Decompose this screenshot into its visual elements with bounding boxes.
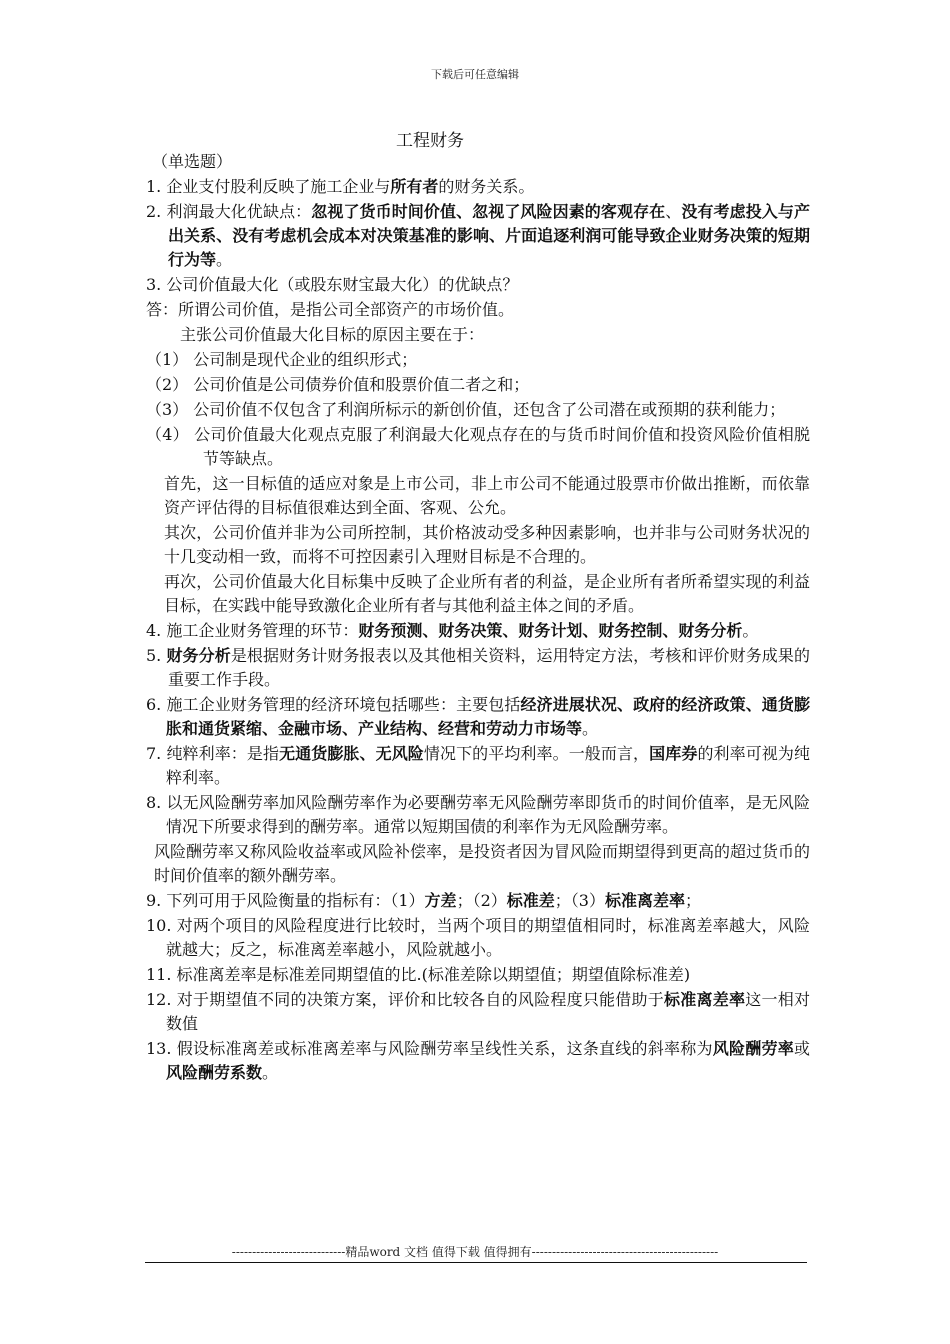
item-6: 6. 施工企业财务管理的经济环境包括哪些：主要包括经济进展状况、政府的经济政策、通货膨胀和通货紧缩、金融市场、产业结构、经营和劳动力市场等。 [146, 695, 810, 738]
item-9: 9. 下列可用于风险衡量的指标有：（1）方差；（2）标准差；（3）标准离差率； [146, 891, 701, 910]
item-11: 11. 标准离差率是标准差同期望值的比.(标准差除以期望值；期望值除标准差) [146, 965, 691, 984]
list-item: （2） 公司价值是公司债券价值和股票价值二者之和； [146, 375, 530, 394]
item-3: 3. 公司价值最大化（或股东财宝最大化）的优缺点？ [146, 275, 519, 294]
item-12: 12. 对于期望值不同的决策方案，评价和比较各自的风险程度只能借助于标准离差率这一相对数值 [146, 990, 810, 1033]
item-5: 5. 财务分析是根据财务计财务报表以及其他相关资料，运用特定方法，考核和评价财务成果的重要工作手段。 [146, 646, 810, 689]
item-4: 4. 施工企业财务管理的环节：财务预测、财务决策、财务计划、财务控制、财务分析。 [146, 621, 759, 640]
item-13: 13. 假设标准离差或标准离差率与风险酬劳率呈线性关系，这条直线的斜率称为风险酬劳率或风险酬劳系数。 [146, 1039, 810, 1082]
item-8: 8. 以无风险酬劳率加风险酬劳率作为必要酬劳率无风险酬劳率即货币的时间价值率，是无风险情况下所要求得到的酬劳率。通常以短期国债的利率作为无风险酬劳率。 [146, 793, 810, 836]
item-7: 7. 纯粹利率：是指无通货膨胀、无风险情况下的平均利率。一般而言，国库券的利率可视为纯粹利率。 [146, 744, 810, 787]
document-title: 工程财务 [396, 131, 464, 151]
paragraph-first: 首先，这一目标值的适应对象是上市公司，非上市公司不能通过股票市价做出推断，而依靠资产评估得的目标值很难达到全面、客观、公允。 [164, 474, 810, 517]
document-body [146, 150, 810, 1086]
footer-rule [145, 1262, 807, 1263]
paragraph-third: 再次，公司价值最大化目标集中反映了企业所有者的利益，是企业所有者所希望实现的利益目标，在实践中能导致激化企业所有者与其他利益主体之间的矛盾。 [164, 572, 810, 615]
section-label: （单选题） [152, 152, 233, 171]
item-8-continued: 风险酬劳率又称风险收益率或风险补偿率，是投资者因为冒风险而期望得到更高的超过货币的时间价值率的额外酬劳率。 [154, 842, 811, 885]
item-1: 1. 企业支付股利反映了施工企业与所有者的财务关系。 [146, 177, 535, 196]
page-header: 下载后可任意编辑 [431, 68, 519, 81]
list-item: （1） 公司制是现代企业的组织形式； [146, 350, 418, 369]
answer-line: 答：所谓公司价值，是指公司全部资产的市场价值。 [146, 300, 515, 319]
paragraph-second: 其次，公司价值并非为公司所控制，其价格波动受多种因素影响，也并非与公司财务状况的十几变动相一致，而将不可控因素引入理财目标是不合理的。 [164, 523, 810, 566]
page-footer: ----------------------------精品word 文档 值得下载 值得拥有---------------------------------------------- [231, 1245, 719, 1259]
item-10: 10. 对两个项目的风险程度进行比较时，当两个项目的期望值相同时，标准离差率越大，风险就越大；反之，标准离差率越小，风险就越小。 [146, 916, 810, 959]
list-item: （4） 公司价值最大化观点克服了利润最大化观点存在的与货币时间价值和投资风险价值相脱节等缺点。 [146, 425, 810, 468]
item-2: 2. 利润最大化优缺点：忽视了货币时间价值、忽视了风险因素的客观存在、没有考虑投入与产出关系、没有考虑机会成本对决策基准的影响、片面追逐利润可能导致企业财务决策的短期行为等。 [146, 202, 810, 269]
answer-intro: 主张公司价值最大化目标的原因主要在于： [180, 325, 485, 344]
list-item: （3） 公司价值不仅包含了利润所标示的新创价值，还包含了公司潜在或预期的获利能力； [146, 400, 786, 419]
